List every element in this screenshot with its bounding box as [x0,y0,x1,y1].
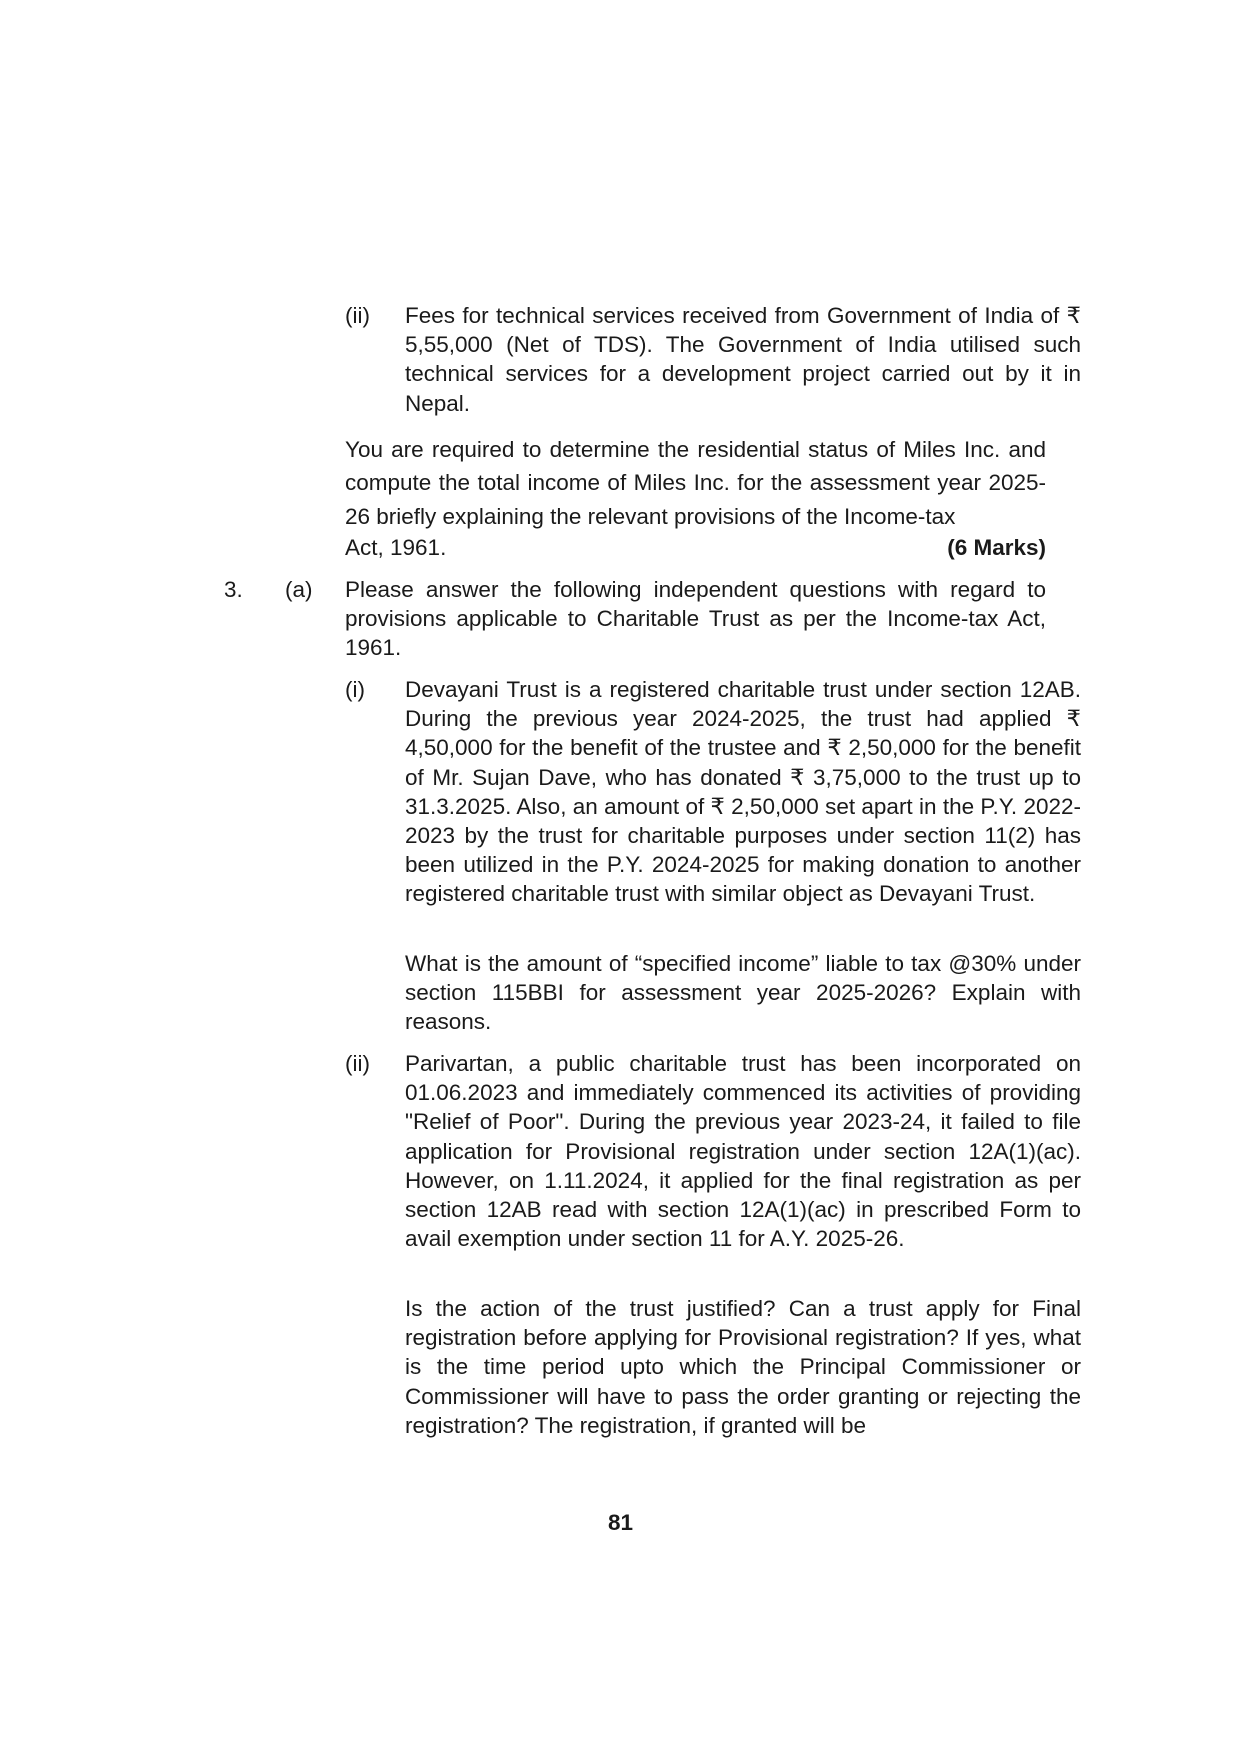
item-ii-text: Fees for technical services received from Government of India of ₹ 5,55,000 (Net of TDS). The Government of India utilised such technical services for a development project carried out by it in Nepal. [405,303,1081,416]
marks-label: (6 Marks) [947,535,1046,560]
sub-i-label: (i) [345,677,365,702]
sub-i-question: What is the amount of “specified income” liable to tax @30% under section 115BBI for assessment year 2025-2026? Explain with reasons. [405,951,1081,1035]
requirement-text: You are required to determine the residential status of Miles Inc. and compute the total income of Miles Inc. for the assessment year 2025-26 briefly explaining the relevant provisions of the Income-tax [345,437,1046,529]
item-ii-label: (ii) [345,303,370,328]
sub-i-text: Devayani Trust is a registered charitable trust under section 12AB. During the previous year 2024-2025, the trust had applied ₹ 4,50,000 for the benefit of the trustee and ₹ 2,50,000 for the benefit of Mr. Sujan Dave, who has donated ₹ 3,75,000 to the trust up to 31.3.2025. Also, an amount of ₹ 2,50,000 set apart in the P.Y. 2022-2023 by the trust for charitable purposes under section 11(2) has been utilized in the P.Y. 2024-2025 for making donation to another registered charitable trust with similar object as Devayani Trust. [405,677,1081,907]
sub-ii-question: Is the action of the trust justified? Can a trust apply for Final registration before applying for Provisional registration? If yes, what is the time period upto which the Principal Commissioner or Commissioner will have to pass the order granting or rejecting the registration? The registration, if granted will be [405,1296,1081,1438]
question-intro: Please answer the following independent questions with regard to provisions applicable to Charitable Trust as per the Income-tax Act, 1961. [345,577,1046,661]
sub-ii-text: Parivartan, a public charitable trust has been incorporated on 01.06.2023 and immediately commenced its activities of providing "Relief of Poor". During the previous year 2023-24, it failed to file application for Provisional registration under section 12A(1)(ac). However, on 1.11.2024, it applied for the final registration as per section 12AB read with section 12A(1)(ac) in prescribed Form to avail exemption under section 11 for A.Y. 2025-26. [405,1051,1081,1252]
question-part: (a) [285,577,313,602]
sub-ii-label: (ii) [345,1051,370,1076]
page-number: 81 [607,1510,634,1535]
question-number: 3. [224,577,243,602]
requirement-last-line [345,533,1046,562]
requirement-act-text: Act, 1961. [345,535,447,560]
